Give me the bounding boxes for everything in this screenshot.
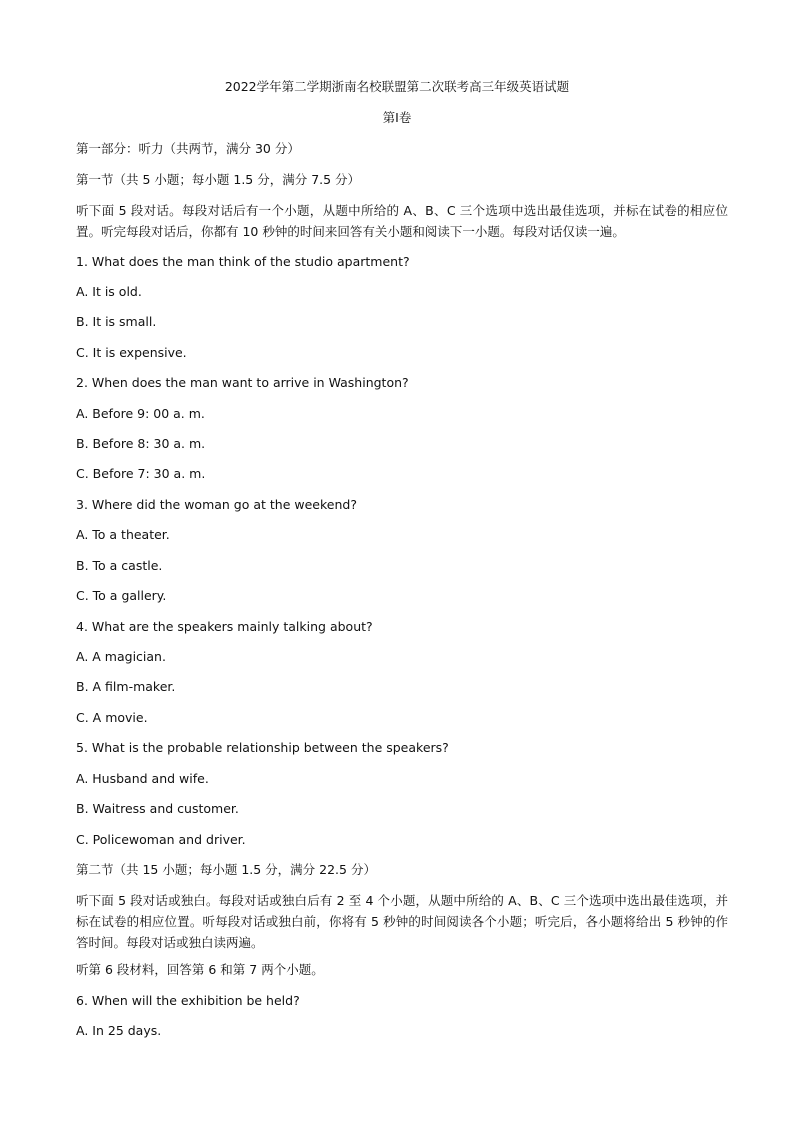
question-5-option-b: B. Waitress and customer.	[76, 801, 239, 816]
section2-heading: 第二节（共 15 小题；每小题 1.5 分，满分 22.5 分）	[76, 862, 376, 877]
question-4-option-b: B. A film-maker.	[76, 679, 176, 694]
section1-instructions: 听下面 5 段对话。每段对话后有一个小题，从题中所给的 A、B、C 三个选项中选出最佳选项，并标在试卷的相应位置。听完每段对话后，你都有 10 秒钟的时间来回答有关小题和阅读下一小题。每段对话仅读一遍。	[76, 203, 728, 239]
question-3-option-a: A. To a theater.	[76, 527, 170, 542]
question-2-stem: 2. When does the man want to arrive in Washington?	[76, 375, 409, 390]
section2-instructions: 听下面 5 段对话或独白。每段对话或独白后有 2 至 4 个小题，从题中所给的 A、B、C 三个选项中选出最佳选项，并标在试卷的相应位置。听每段对话或独白前，你将有 5 秒钟的时间阅读各个小题；听完后，各小题将给出 5 秒钟的作答时间。每段对话或独白读两遍。	[76, 893, 728, 950]
question-3-option-b: B. To a castle.	[76, 558, 163, 573]
material-6-instruction: 听第 6 段材料，回答第 6 和第 7 两个小题。	[76, 962, 324, 977]
question-2-option-b: B. Before 8: 30 a. m.	[76, 436, 206, 451]
question-6-stem: 6. When will the exhibition be held?	[76, 993, 300, 1008]
question-4-stem: 4. What are the speakers mainly talking about?	[76, 619, 373, 634]
question-3-stem: 3. Where did the woman go at the weekend?	[76, 497, 357, 512]
question-1-stem: 1. What does the man think of the studio apartment?	[76, 254, 410, 269]
question-5-option-a: A. Husband and wife.	[76, 771, 209, 786]
question-2-option-a: A. Before 9: 00 a. m.	[76, 406, 205, 421]
question-5-option-c: C. Policewoman and driver.	[76, 832, 246, 847]
question-6-option-a: A. In 25 days.	[76, 1023, 162, 1038]
question-3-option-c: C. To a gallery.	[76, 588, 167, 603]
question-5-stem: 5. What is the probable relationship between the speakers?	[76, 740, 449, 755]
section1-heading: 第一节（共 5 小题；每小题 1.5 分，满分 7.5 分）	[76, 172, 361, 187]
exam-title: 2022学年第二学期浙南名校联盟第二次联考高三年级英语试题	[224, 79, 570, 94]
volume-label: 第Ⅰ卷	[382, 110, 412, 125]
part1-heading: 第一部分：听力（共两节，满分 30 分）	[76, 141, 300, 156]
question-2-option-c: C. Before 7: 30 a. m.	[76, 466, 206, 481]
question-4-option-a: A. A magician.	[76, 649, 166, 664]
question-1-option-c: C. It is expensive.	[76, 345, 187, 360]
question-4-option-c: C. A movie.	[76, 710, 148, 725]
question-1-option-a: A. It is old.	[76, 284, 142, 299]
question-1-option-b: B. It is small.	[76, 314, 157, 329]
